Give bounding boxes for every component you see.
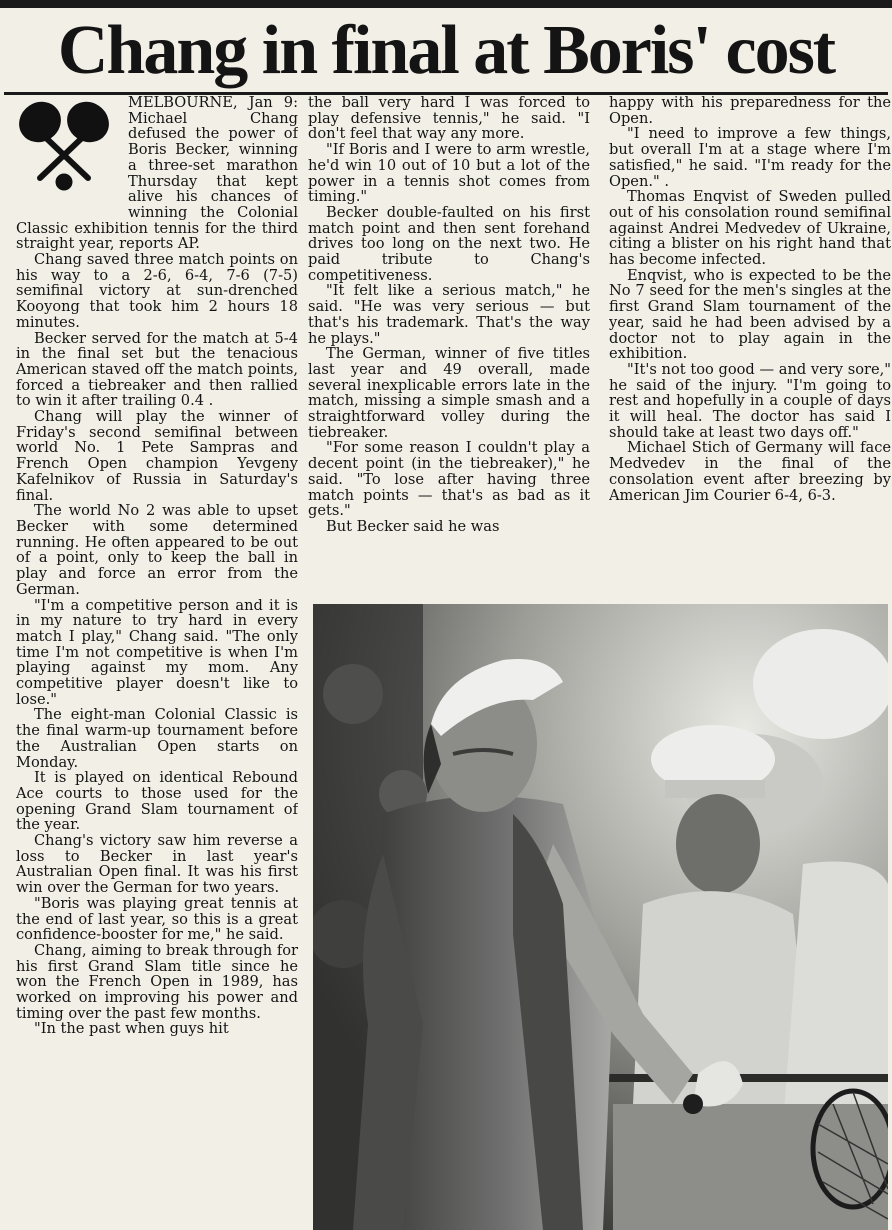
article-paragraph: "In the past when guys hit — [34, 1020, 229, 1038]
article-paragraph: Thomas Enqvist of Sweden pulled out of his consolation round semifinal against Andrei Medvedev of Ukraine, citing a blister on his right hand that has become infected. — [609, 188, 891, 269]
article-paragraph: It is played on identical Rebound Ace courts to those used for the opening Grand Slam tournament of the year. — [16, 769, 298, 834]
page-top-band — [0, 0, 892, 8]
headline: Chang in final at Boris' cost — [57, 12, 835, 89]
article-paragraph: happy with his preparedness for the Open. — [609, 95, 891, 127]
news-photo — [313, 604, 888, 1230]
article-paragraph: The eight-man Colonial Classic is the final warm-up tournament before the Australian Open starts on Monday. — [16, 706, 298, 771]
article-paragraph: Chang, aiming to break through for his first Grand Slam title since he won the French Open in 1989, has worked on improving his power and timing over the past few months. — [16, 941, 298, 1022]
article-paragraph: The world No 2 was able to upset Becker with some determined running. He often appeared to be out of a point, only to keep the ball in play and force an error from the German. — [16, 502, 298, 598]
article-paragraph: Chang's victory saw him reverse a loss to Becker in last year's Australian Open final. It was his first win over the German for two years. — [16, 832, 298, 897]
article-paragraph: Becker served for the match at 5-4 in the final set but the tenacious American staved off the match points, forced a tiebreaker and then rallied to win it after trailing 0.4 . — [16, 329, 298, 410]
article-paragraph: "For some reason I couldn't play a decent point (in the tiebreaker)," he said. "To lose after having three match points — that's as bad as it gets." — [308, 439, 590, 520]
article-paragraph: "If Boris and I were to arm wrestle, he'd win 10 out of 10 but a lot of the power in a tennis shot comes from timing." — [308, 141, 590, 206]
article-paragraph: The German, winner of five titles last year and 49 overall, made several inexplicable errors late in the match, missing a simple smash and a straightforward volley during the tiebreaker. — [308, 345, 590, 441]
article-paragraph: "It felt like a serious match," he said. "He was very serious — but that's his trademark. That's the way he plays." — [308, 282, 590, 347]
article-paragraph: "Boris was playing great tennis at the end of last year, so this is a great confidence-booster for me," he said. — [16, 894, 298, 944]
article-paragraph: "I'm a competitive person and it is in my nature to try hard in every match I play," Chang said. "The only time I'm not competitive is when I'm playing against my mom. Any competitive player doesn't like to lose." — [16, 596, 298, 708]
article-paragraph: Enqvist, who is expected to be the No 7 seed for the men's singles at the first Grand Slam tournament of the year, said he had been advised by a doctor not to play again in the exhibition. — [609, 266, 891, 363]
article-paragraph: Becker double-faulted on his first match point and then sent forehand drives too long on the next two. He paid tribute to Chang's competitiveness. — [308, 203, 590, 284]
article-column-3 — [609, 95, 891, 605]
icon-wrap-space — [16, 95, 128, 213]
article-paragraph: Chang saved three match points on his way to a 2-6, 6-4, 7-6 (7-5) semifinal victory at sun-drenched Kooyong that took him 2 hours 18 minutes. — [16, 251, 298, 331]
article-paragraph: Michael Stich of Germany will face Medvedev in the final of the consolation event after breezing by American Jim Courier 6-4, 6-3. — [609, 439, 891, 504]
article-paragraph: Chang will play the winner of Friday's second semifinal between world No. 1 Pete Sampras and French Open champion Yevgeny Kafelnikov of Russia in Saturday's final. — [16, 408, 298, 504]
article-paragraph: MELBOURNE, Jan 9: Michael Chang defused the power of Boris Becker, winning a three-set marathon Thursday that kept alive his chances of winning the Colonial Classic exhibition tennis for the third straight year, reports AP. — [16, 95, 298, 253]
article-column-1 — [16, 95, 298, 1228]
article-paragraph: "It's not too good — and very sore," he said of the injury. "I'm going to rest and hopefully in a couple of days it will heal. The doctor has said I should take at least two days off." — [609, 360, 891, 441]
article-paragraph: But Becker said he was — [326, 517, 500, 535]
article-column-2 — [308, 95, 590, 597]
article-paragraph: "I need to improve a few things, but overall I'm at a stage where I'm satisfied," he said. "I'm ready for the Open." . — [609, 125, 891, 190]
article-paragraph: the ball very hard I was forced to play defensive tennis," he said. "I don't feel that way any more. — [308, 95, 590, 143]
